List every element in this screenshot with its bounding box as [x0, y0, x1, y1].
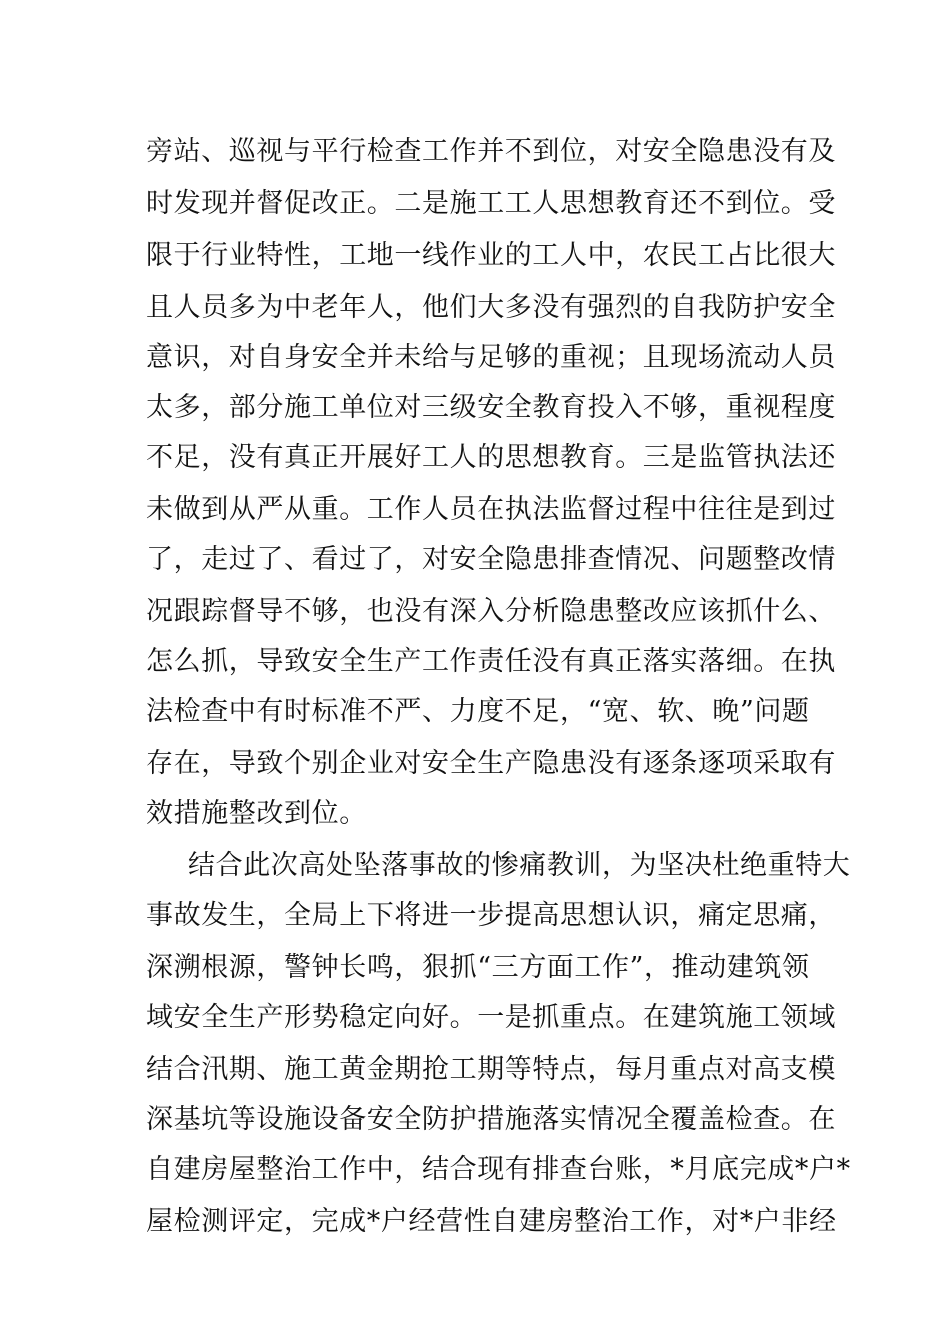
text-line: 效措施整改到位。: [146, 798, 367, 829]
text-line: 旁站、巡视与平行检查工作并不到位，对安全隐患没有及: [146, 136, 836, 167]
text-line: 结合汛期、施工黄金期抢工期等特点，每月重点对高支模: [146, 1054, 836, 1085]
text-line: 况跟踪督导不够，也没有深入分析隐患整改应该抓什么、: [146, 596, 836, 627]
text-line: 屋检测评定，完成*户经营性自建房整治工作，对*户非经: [146, 1206, 837, 1237]
text-line: 深溯根源，警钟长鸣，狠抓“三方面工作”，推动建筑领: [146, 952, 810, 983]
text-line: 未做到从严从重。工作人员在执法监督过程中往往是到过: [146, 494, 836, 525]
text-line: 事故发生，全局上下将进一步提高思想认识，痛定思痛，: [146, 900, 836, 931]
text-line: 结合此次高处坠落事故的惨痛教训，为坚决杜绝重特大: [188, 850, 851, 881]
text-line: 自建房屋整治工作中，结合现有排查台账，*月底完成*户*: [146, 1154, 851, 1185]
text-line: 时发现并督促改正。二是施工工人思想教育还不到位。受: [146, 188, 836, 219]
text-line: 深基坑等设施设备安全防护措施落实情况全覆盖检查。在: [146, 1104, 836, 1135]
text-line: 且人员多为中老年人，他们大多没有强烈的自我防护安全: [146, 292, 836, 323]
text-line: 太多，部分施工单位对三级安全教育投入不够，重视程度: [146, 392, 836, 423]
text-line: 怎么抓，导致安全生产工作责任没有真正落实落细。在执: [146, 646, 836, 677]
text-line: 限于行业特性，工地一线作业的工人中，农民工占比很大: [146, 240, 836, 271]
text-line: 不足，没有真正开展好工人的思想教育。三是监管执法还: [146, 442, 836, 473]
text-line: 法检查中有时标准不严、力度不足，“宽、软、晚”问题: [146, 696, 810, 727]
text-line: 意识，对自身安全并未给与足够的重视；且现场流动人员: [146, 342, 836, 373]
text-line: 域安全生产形势稳定向好。一是抓重点。在建筑施工领域: [146, 1002, 836, 1033]
text-line: 存在，导致个别企业对安全生产隐患没有逐条逐项采取有: [146, 748, 836, 779]
text-line: 了，走过了、看过了，对安全隐患排查情况、问题整改情: [146, 544, 836, 575]
